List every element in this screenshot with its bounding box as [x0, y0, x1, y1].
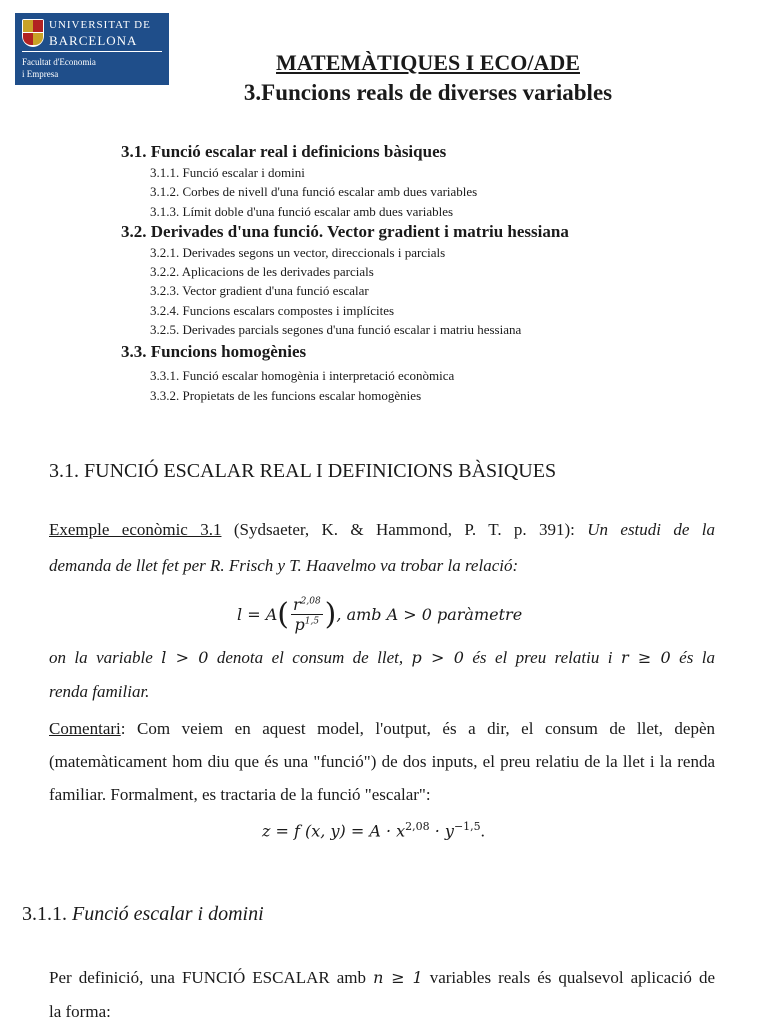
toc-item: 3.3.1. Funció escalar homogènia i interpretació econòmica	[150, 368, 455, 383]
logo-faculty: Facultat d'Economia	[22, 57, 96, 67]
logo-faculty-2: i Empresa	[22, 69, 59, 79]
definition-line-1	[49, 968, 715, 988]
example-label: Exemple econòmic 3.1	[49, 520, 222, 539]
formula-lhs: l = A	[237, 605, 278, 624]
formula-denominator-exp: 1,5	[304, 616, 320, 627]
math-l: l > 0	[161, 648, 209, 667]
formula2-exp2: −1,5	[453, 820, 481, 833]
subsection-title: Funció escalar i domini	[72, 903, 264, 925]
document-subtitle: 3.Funcions reals de diverses variables	[243, 80, 613, 105]
subsection-number: 3.1.1.	[22, 903, 72, 925]
formula2-end: .	[480, 821, 485, 841]
toc-section: 3.3. Funcions homogènies	[121, 342, 307, 361]
subsection-heading	[22, 903, 264, 926]
math-n: n ≥ 1	[373, 968, 423, 987]
definition-line-2: la forma:	[49, 1002, 111, 1021]
toc-item: 3.1.2. Corbes de nivell d'una funció escalar amb dues variables	[150, 184, 478, 199]
toc-item: 3.2.2. Aplicacions de les derivades parcials	[150, 264, 374, 279]
comment-paragraph	[49, 712, 715, 811]
example-text: Un estudi de la	[587, 520, 715, 539]
variables-text: on la variable	[49, 648, 162, 667]
variables-line-1	[49, 648, 715, 668]
variables-line-2: renda familiar.	[49, 682, 150, 701]
university-logo	[15, 13, 169, 85]
toc-item: 3.2.4. Funcions escalars compostes i implícites	[150, 303, 395, 318]
section-heading: 3.1. FUNCIÓ ESCALAR REAL I DEFINICIONS BÀSIQUES	[49, 460, 557, 482]
formula-numerator-exp: 2,08	[300, 596, 321, 607]
formula-rest: , amb A > 0 paràmetre	[336, 605, 523, 624]
shield-icon	[22, 19, 44, 47]
toc-item: 3.1.1. Funció escalar i domini	[150, 165, 305, 180]
milk-demand-formula	[237, 595, 522, 634]
variables-text: és el preu relatiu i	[463, 648, 621, 667]
formula-paren-close: )	[324, 596, 337, 632]
formula-paren-open: (	[277, 596, 289, 632]
formula2-mid: · y	[429, 821, 454, 841]
variables-text: denota el consum de llet,	[208, 648, 412, 667]
toc-item: 3.1.3. Límit doble d'una funció escalar amb dues variables	[150, 204, 454, 219]
formula2-main: z = f (x, y) = A · x	[262, 821, 406, 841]
math-r: r ≥ 0	[620, 648, 671, 667]
toc-section: 3.1. Funció escalar real i definicions bàsiques	[121, 142, 447, 161]
formula2-exp1: 2,08	[405, 820, 430, 833]
toc-section: 3.2. Derivades d'una funció. Vector gradient i matriu hessiana	[121, 222, 569, 241]
definition-text: variables reals és qualsevol aplicació de	[422, 968, 716, 987]
example-line-2: demanda de llet fet per R. Frisch y T. Haavelmo va trobar la relació:	[49, 556, 519, 575]
logo-city: BARCELONA	[49, 33, 138, 48]
math-p: p > 0	[411, 648, 464, 667]
formula-fraction	[291, 595, 323, 634]
example-reference: (Sydsaeter, K. & Hammond, P. T. p. 391):	[221, 520, 588, 539]
logo-university: UNIVERSITAT DE	[49, 19, 151, 31]
toc-item: 3.3.2. Propietats de les funcions escalar homogènies	[150, 388, 422, 403]
variables-text: és la	[670, 648, 715, 667]
document-title: MATEMÀTIQUES I ECO/ADE	[276, 50, 580, 75]
toc-item: 3.2.5. Derivades parcials segones d'una funció escalar i matriu hessiana	[150, 322, 522, 337]
formula-denominator: p	[294, 615, 305, 634]
toc-item: 3.2.3. Vector gradient d'una funció escalar	[150, 283, 369, 298]
formula-numerator: r	[292, 595, 301, 614]
logo-divider	[22, 51, 162, 52]
example-line-1	[49, 520, 715, 540]
comment-label: Comentari	[49, 719, 121, 738]
toc-item: 3.2.1. Derivades segons un vector, direccionals i parcials	[150, 245, 446, 260]
comment-text: : Com veiem en aquest model, l'output, és a dir, el consum de llet, depèn (matemàticament hom diu que és una "funció") de dos inputs, el preu relatiu de la llet i la renda familiar. Formalment, es tractaria de la funció "escalar":	[49, 719, 715, 804]
definition-text: Per definició, una FUNCIÓ ESCALAR amb	[49, 968, 374, 987]
scalar-function-formula	[262, 820, 485, 842]
